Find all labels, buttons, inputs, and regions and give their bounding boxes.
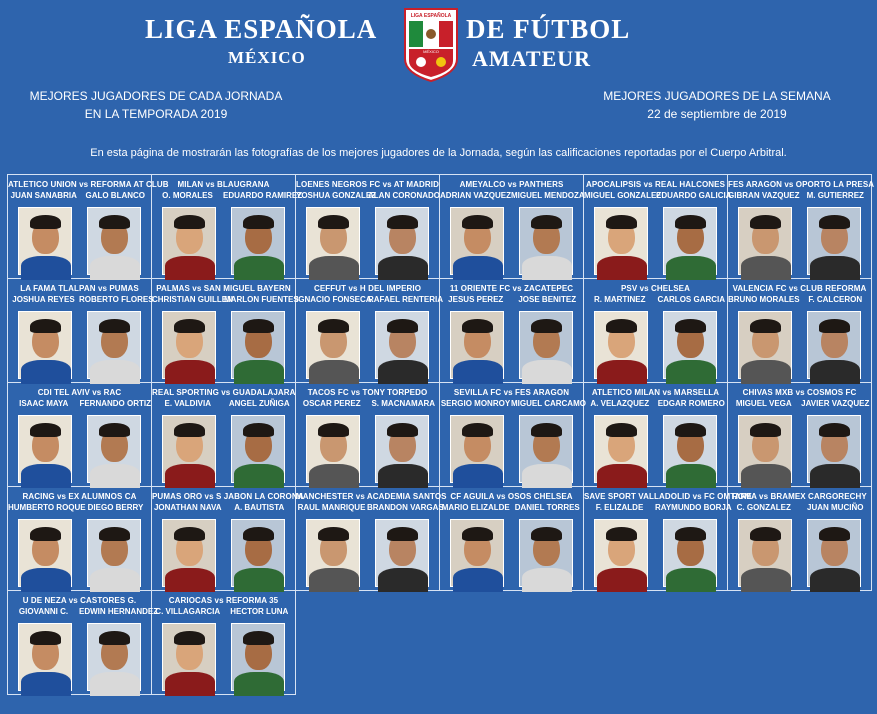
player-name: R. MARTINEZ (593, 295, 646, 304)
player-photo (231, 519, 285, 587)
player-name: RAUL MANRIQUE (297, 503, 366, 512)
match-title: PSV vs CHELSEA (621, 284, 690, 293)
player-photo (738, 415, 792, 483)
title-mexico: MÉXICO (228, 48, 306, 67)
player-photo (663, 415, 717, 483)
player-photo (594, 415, 648, 483)
player-photo (807, 415, 861, 483)
match-card (8, 279, 152, 383)
player-photo (87, 207, 141, 275)
player-photo (738, 207, 792, 275)
player-name: IGNACIO FONSECA (296, 295, 372, 304)
match-title: CARIOCAS vs REFORMA 35 (168, 596, 279, 605)
player-photo (306, 207, 360, 275)
player-photo (87, 519, 141, 587)
match-card (440, 279, 584, 383)
player-name: OSCAR PEREZ (302, 399, 361, 408)
player-name: F. CALCERON (808, 295, 863, 304)
match-card (8, 175, 169, 279)
player-photo (231, 207, 285, 275)
match-title: AMEYALCO vs PANTHERS (459, 180, 564, 189)
player-name: GIBRAN VAZQUEZ (728, 191, 800, 200)
player-photo (306, 311, 360, 379)
player-name: JOSE BENITEZ (518, 295, 577, 304)
player-name: ROBERTO FLORES (79, 295, 154, 304)
match-card (584, 175, 732, 279)
logo-text: LIGA ESPAÑOLA (410, 13, 452, 19)
player-photo (375, 311, 429, 379)
player-name: ANGEL ZUÑIGA (228, 399, 290, 408)
player-photo (450, 207, 504, 275)
match-card (440, 175, 584, 279)
player-photo (18, 623, 72, 691)
player-photo (162, 519, 216, 587)
left-subtitle (6, 87, 306, 123)
match-title: 11 ORIENTE FC vs ZACATEPEC (449, 284, 574, 293)
player-photo (162, 207, 216, 275)
match-card (728, 279, 872, 383)
player-photo (519, 207, 573, 275)
player-photo (519, 311, 573, 379)
player-name: M. GUTIERREZ (806, 191, 864, 200)
player-photo (162, 623, 216, 691)
players-grid (7, 174, 875, 695)
player-name: MARLON FUENTES (224, 295, 299, 304)
match-title: CDI TEL AVIV vs RAC (37, 388, 122, 397)
match-title: SAVE SPORT VALLADOLID vs FC OMTARE (584, 492, 752, 501)
player-name: YOSHUA GONZALEZ (296, 191, 377, 200)
player-photo (306, 519, 360, 587)
player-photo (450, 311, 504, 379)
match-card (584, 383, 728, 487)
match-card (8, 383, 152, 487)
title-amateur: AMATEUR (472, 46, 592, 71)
match-title: LA FAMA TLALPAN vs PUMAS (20, 284, 139, 293)
player-name: JUAN SANABRIA (10, 191, 77, 200)
league-shield-logo (403, 7, 459, 83)
match-card (440, 383, 584, 487)
player-name: JOSHUA REYES (12, 295, 75, 304)
match-title: MANCHESTER vs ACADEMIA SANTOS (296, 492, 447, 501)
player-name: DIEGO BERRY (87, 503, 144, 512)
player-photo (519, 519, 573, 587)
player-name: E. VALDIVIA (164, 399, 212, 408)
player-name: GALO BLANCO (85, 191, 146, 200)
player-photo (663, 207, 717, 275)
title-liga-espanola: LIGA ESPAÑOLA (145, 14, 378, 44)
player-photo (594, 519, 648, 587)
right-subtitle-line1: MEJORES JUGADORES DE LA SEMANA (603, 89, 831, 103)
player-name: HECTOR LUNA (230, 607, 289, 616)
page-note: En esta página de mostrarán las fotografías de los mejores jugadores de la Jornada, según las calificaciones reportadas por el Cuerpo Arbitral. (90, 147, 787, 159)
match-card (296, 279, 443, 383)
title-de-futbol: DE FÚTBOL (466, 14, 631, 44)
player-photo (594, 311, 648, 379)
match-card (584, 487, 752, 591)
player-photo (375, 207, 429, 275)
player-name: BRUNO MORALES (728, 295, 800, 304)
player-photo (738, 311, 792, 379)
match-title: TACOS FC vs TONY TORPEDO (307, 388, 428, 397)
player-name: MIGUEL GONZALEZ (584, 191, 662, 200)
match-card (728, 383, 872, 487)
player-photo (594, 207, 648, 275)
player-name: RAFAEL RENTERIA (368, 295, 443, 304)
match-title: MILAN vs BLAUGRANA (177, 180, 270, 189)
match-card (8, 591, 159, 695)
player-name: CHRISTIAN GUILLEN (152, 295, 233, 304)
player-photo (450, 415, 504, 483)
player-photo (87, 311, 141, 379)
player-photo (18, 311, 72, 379)
match-card (152, 279, 299, 383)
player-photo (375, 415, 429, 483)
player-photo (663, 311, 717, 379)
player-photo (87, 415, 141, 483)
player-name: ADRIAN VAZQUEZ (440, 191, 511, 200)
player-name: EDUARDO GALICIA (656, 191, 732, 200)
match-card (152, 591, 296, 695)
player-photo (18, 415, 72, 483)
player-name: JUAN MUCIÑO (807, 503, 864, 512)
player-name: MARIO ELIZALDE (441, 503, 510, 512)
player-name: JAVIER VAZQUEZ (801, 399, 870, 408)
player-name: F. ELIZALDE (595, 503, 644, 512)
match-title: U DE NEZA vs CASTORES G. (22, 596, 137, 605)
player-name: MIGUEL VEGA (735, 399, 792, 408)
player-photo (231, 623, 285, 691)
match-title: APOCALIPSIS vs REAL HALCONES (585, 180, 726, 189)
player-name: FERNANDO ORTIZ (79, 399, 151, 408)
player-name: EDWIN HERNANDEZ (79, 607, 159, 616)
match-card (8, 487, 152, 591)
player-name: DANIEL TORRES (514, 503, 580, 512)
match-card (296, 175, 440, 279)
player-name: SERGIO MONROY (440, 399, 511, 408)
player-name: EDUARDO RAMIREZ (223, 191, 303, 200)
match-title: REAL SPORTING vs GUADALAJARA (152, 388, 296, 397)
left-subtitle-line2: EN LA TEMPORADA 2019 (84, 107, 228, 121)
match-title: FES ARAGON vs OPORTO LA PRESA (728, 180, 875, 189)
player-photo (18, 519, 72, 587)
match-title: SEVILLA FC vs FES ARAGON (453, 388, 570, 397)
player-name: C. VILLAGARCIA (155, 607, 221, 616)
match-title: ROMA vs BRAMEX CARGORECHY (732, 492, 867, 501)
player-name: C. GONZALEZ (736, 503, 791, 512)
match-title: CHIVAS MXB vs COSMOS FC (742, 388, 857, 397)
player-photo (807, 311, 861, 379)
player-photo (450, 519, 504, 587)
player-photo (519, 415, 573, 483)
match-card (296, 383, 440, 487)
match-title: VALENCIA FC vs CLUB REFORMA (732, 284, 867, 293)
match-title: PALMAS vs SAN MIGUEL BAYERN (156, 284, 291, 293)
match-card (152, 383, 296, 487)
player-name: BRANDON VARGAS (367, 503, 444, 512)
player-name: GIOVANNI C. (18, 607, 69, 616)
player-photo (162, 311, 216, 379)
match-title: CF AGUILA vs OSOS CHELSEA (450, 492, 573, 501)
player-name: S. MACNAMARA (371, 399, 436, 408)
player-photo (162, 415, 216, 483)
match-title: CEFFUT vs H DEL IMPERIO (313, 284, 422, 293)
match-card (440, 487, 584, 591)
match-title: LOENES NEGROS FC vs AT MADRID (296, 180, 439, 189)
player-name: ALAN CORONADO (368, 191, 440, 200)
player-name: RAYMUNDO BORJA (655, 503, 732, 512)
player-name: EDGAR ROMERO (657, 399, 725, 408)
player-name: HUMBERTO ROQUE (8, 503, 86, 512)
player-photo (375, 519, 429, 587)
player-name: MIGUEL MENDOZA (511, 191, 585, 200)
match-title: PUMAS ORO vs S JABON LA CORONA (152, 492, 304, 501)
logo-sub-text: MÉXICO (423, 49, 439, 54)
player-photo (738, 519, 792, 587)
player-photo (807, 519, 861, 587)
player-name: O. MORALES (162, 191, 213, 200)
match-title: RACING vs EX ALUMNOS CA (22, 492, 137, 501)
match-card (152, 487, 304, 591)
match-card (728, 487, 872, 591)
match-card (152, 175, 303, 279)
player-photo (18, 207, 72, 275)
right-subtitle-line2: 22 de septiembre de 2019 (647, 107, 787, 121)
player-photo (807, 207, 861, 275)
player-name: ISAAC MAYA (19, 399, 69, 408)
player-name: A. VELAZQUEZ (590, 399, 650, 408)
player-name: JESUS PEREZ (448, 295, 504, 304)
player-name: A. BAUTISTA (234, 503, 285, 512)
player-photo (87, 623, 141, 691)
player-name: JONATHAN NAVA (153, 503, 222, 512)
left-subtitle-line1: MEJORES JUGADORES DE CADA JORNADA (29, 89, 283, 103)
match-card (728, 175, 875, 279)
right-subtitle (567, 87, 867, 123)
player-name: MIGUEL CARCAMO (511, 399, 586, 408)
player-photo (663, 519, 717, 587)
player-photo (231, 311, 285, 379)
match-title: ATLETICO MILAN vs MARSELLA (591, 388, 720, 397)
player-photo (231, 415, 285, 483)
match-card (584, 279, 728, 383)
player-photo (306, 415, 360, 483)
match-card (296, 487, 447, 591)
match-title: ATLETICO UNION vs REFORMA AT CLUB (8, 180, 169, 189)
player-name: CARLOS GARCIA (657, 295, 726, 304)
